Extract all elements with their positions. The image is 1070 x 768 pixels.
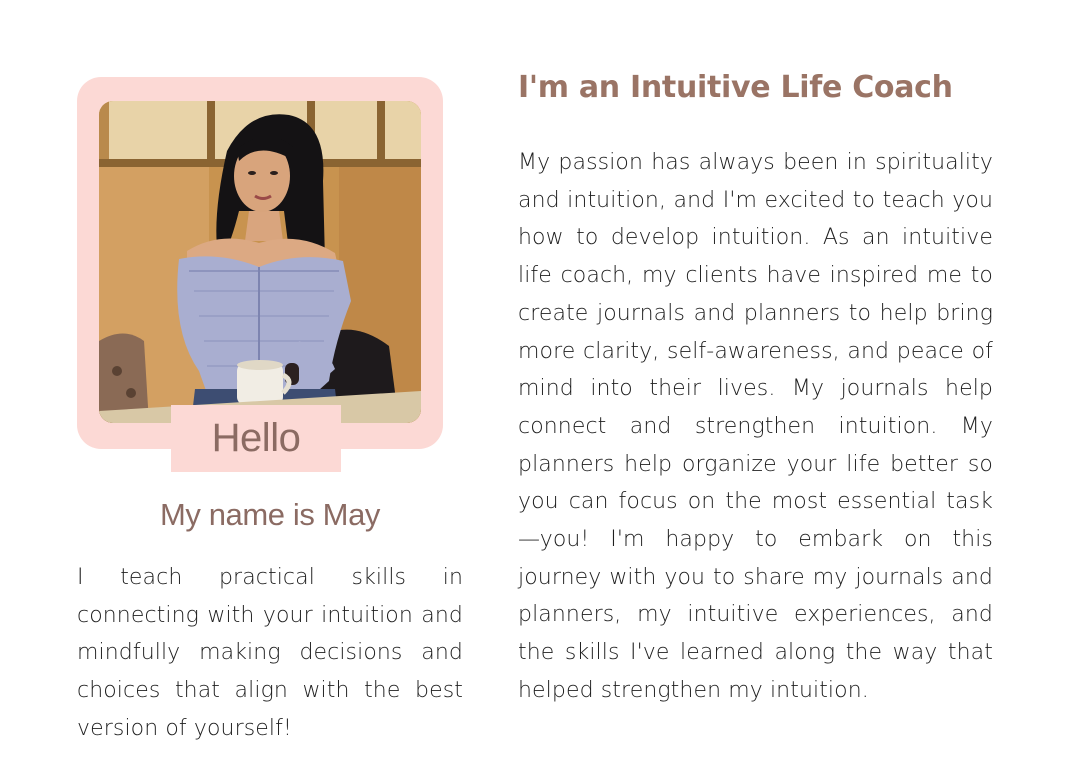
hello-tag [171, 405, 341, 472]
profile-photo [99, 101, 421, 423]
photo-frame [77, 77, 443, 449]
profile-photo-illustration [99, 101, 421, 423]
about-heading: I'm an Intuitive Life Coach [518, 70, 953, 105]
name-heading: My name is May [159, 497, 381, 532]
intro-paragraph: I teach practical skills in connecting with your intuition and mindfully making decisions and choices that align with the best version of yourself! [77, 565, 463, 741]
hello-text: Hello [211, 416, 301, 460]
about-paragraph: My passion has always been in spirituality and intuition, and I'm excited to teach you how to develop intuition. As an intuitive life coach, my clients have inspired me to create journals and planners to help bring more clarity, self-awareness, and peace of mind into their lives. My journals help connect and strengthen intuition. My planners help organize your life better so you can focus on the most essential task—you! I'm happy to embark on this journey with you to share my journals and planners, my intuitive experiences, and the skills I've learned along the way that helped strengthen my intuition. [518, 150, 993, 703]
